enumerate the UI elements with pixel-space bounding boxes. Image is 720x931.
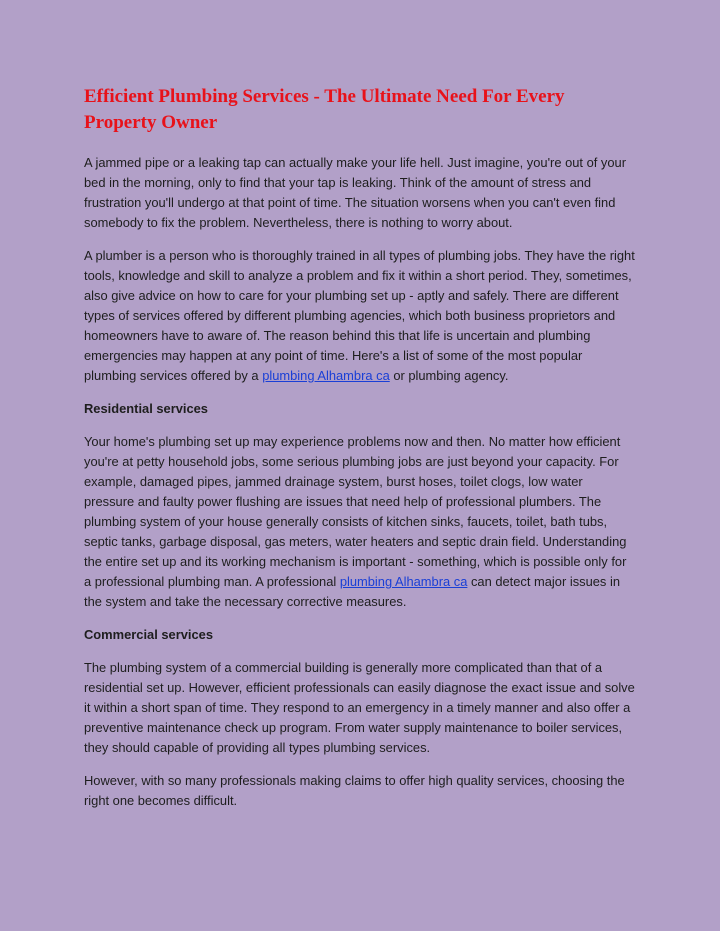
commercial-paragraph: The plumbing system of a commercial building is generally more complicated than that of a residential set up. However, efficient professionals can easily diagnose the exact issue and solve it within a short span of time. They respond to an emergency in a timely manner and also offer a preventive maintenance check up program. From water supply maintenance to boiler services, they should capable of providing all types plumbing services. (84, 660, 635, 755)
plumber-paragraph-tail: or plumbing agency. (389, 368, 509, 383)
residential-paragraph (84, 432, 636, 612)
plumbing-alhambra-link-2[interactable]: plumbing Alhambra ca (339, 574, 468, 589)
residential-services-heading: Residential services (84, 401, 208, 416)
intro-paragraph: A jammed pipe or a leaking tap can actually make your life hell. Just imagine, you're out of your bed in the morning, only to find that your tap is leaking. Think of the amount of stress and frustration you'll undergo at that point of time. The situation worsens when you can't even find somebody to fix the problem. Nevertheless, there is nothing to worry about. (84, 155, 627, 230)
commercial-services-heading: Commercial services (84, 627, 213, 642)
closing-paragraph: However, with so many professionals making claims to offer high quality services, choosing the right one becomes difficult. (84, 773, 625, 808)
plumber-paragraph (84, 246, 636, 386)
plumber-paragraph-text: A plumber is a person who is thoroughly trained in all types of plumbing jobs. They have the right tools, knowledge and skill to analyze a problem and fix it within a short period. They, sometimes, also give advice on how to care for your plumbing set up - aptly and safely. There are different types of services offered by different plumbing agencies, which both business proprietors and homeowners have to aware of. The reason behind this that life is uncertain and plumbing emergencies may happen at any point of time. Here's a list of some of the most popular plumbing services offered by a (84, 248, 635, 383)
residential-paragraph-tail: can detect major issues in the system and take the necessary corrective measures. (84, 574, 620, 609)
residential-paragraph-text: Your home's plumbing set up may experience problems now and then. No matter how efficient you're at petty household jobs, some serious plumbing jobs are just beyond your capacity. For example, damaged pipes, jammed drainage system, burst hoses, toilet clogs, low water pressure and faulty power flushing are issues that need help of professional plumbers. The plumbing system of your house generally consists of kitchen sinks, faucets, toilet, bath tubs, septic tanks, garbage disposal, gas meters, water heaters and septic drain field. Understanding the entire set up and its working mechanism is important - something, which is possible only for a professional plumbing man. A professional (84, 434, 627, 589)
document-title: Efficient Plumbing Services - The Ultimate Need For Every Property Owner (84, 86, 565, 133)
plumbing-alhambra-link-1[interactable]: plumbing Alhambra ca (262, 368, 390, 383)
